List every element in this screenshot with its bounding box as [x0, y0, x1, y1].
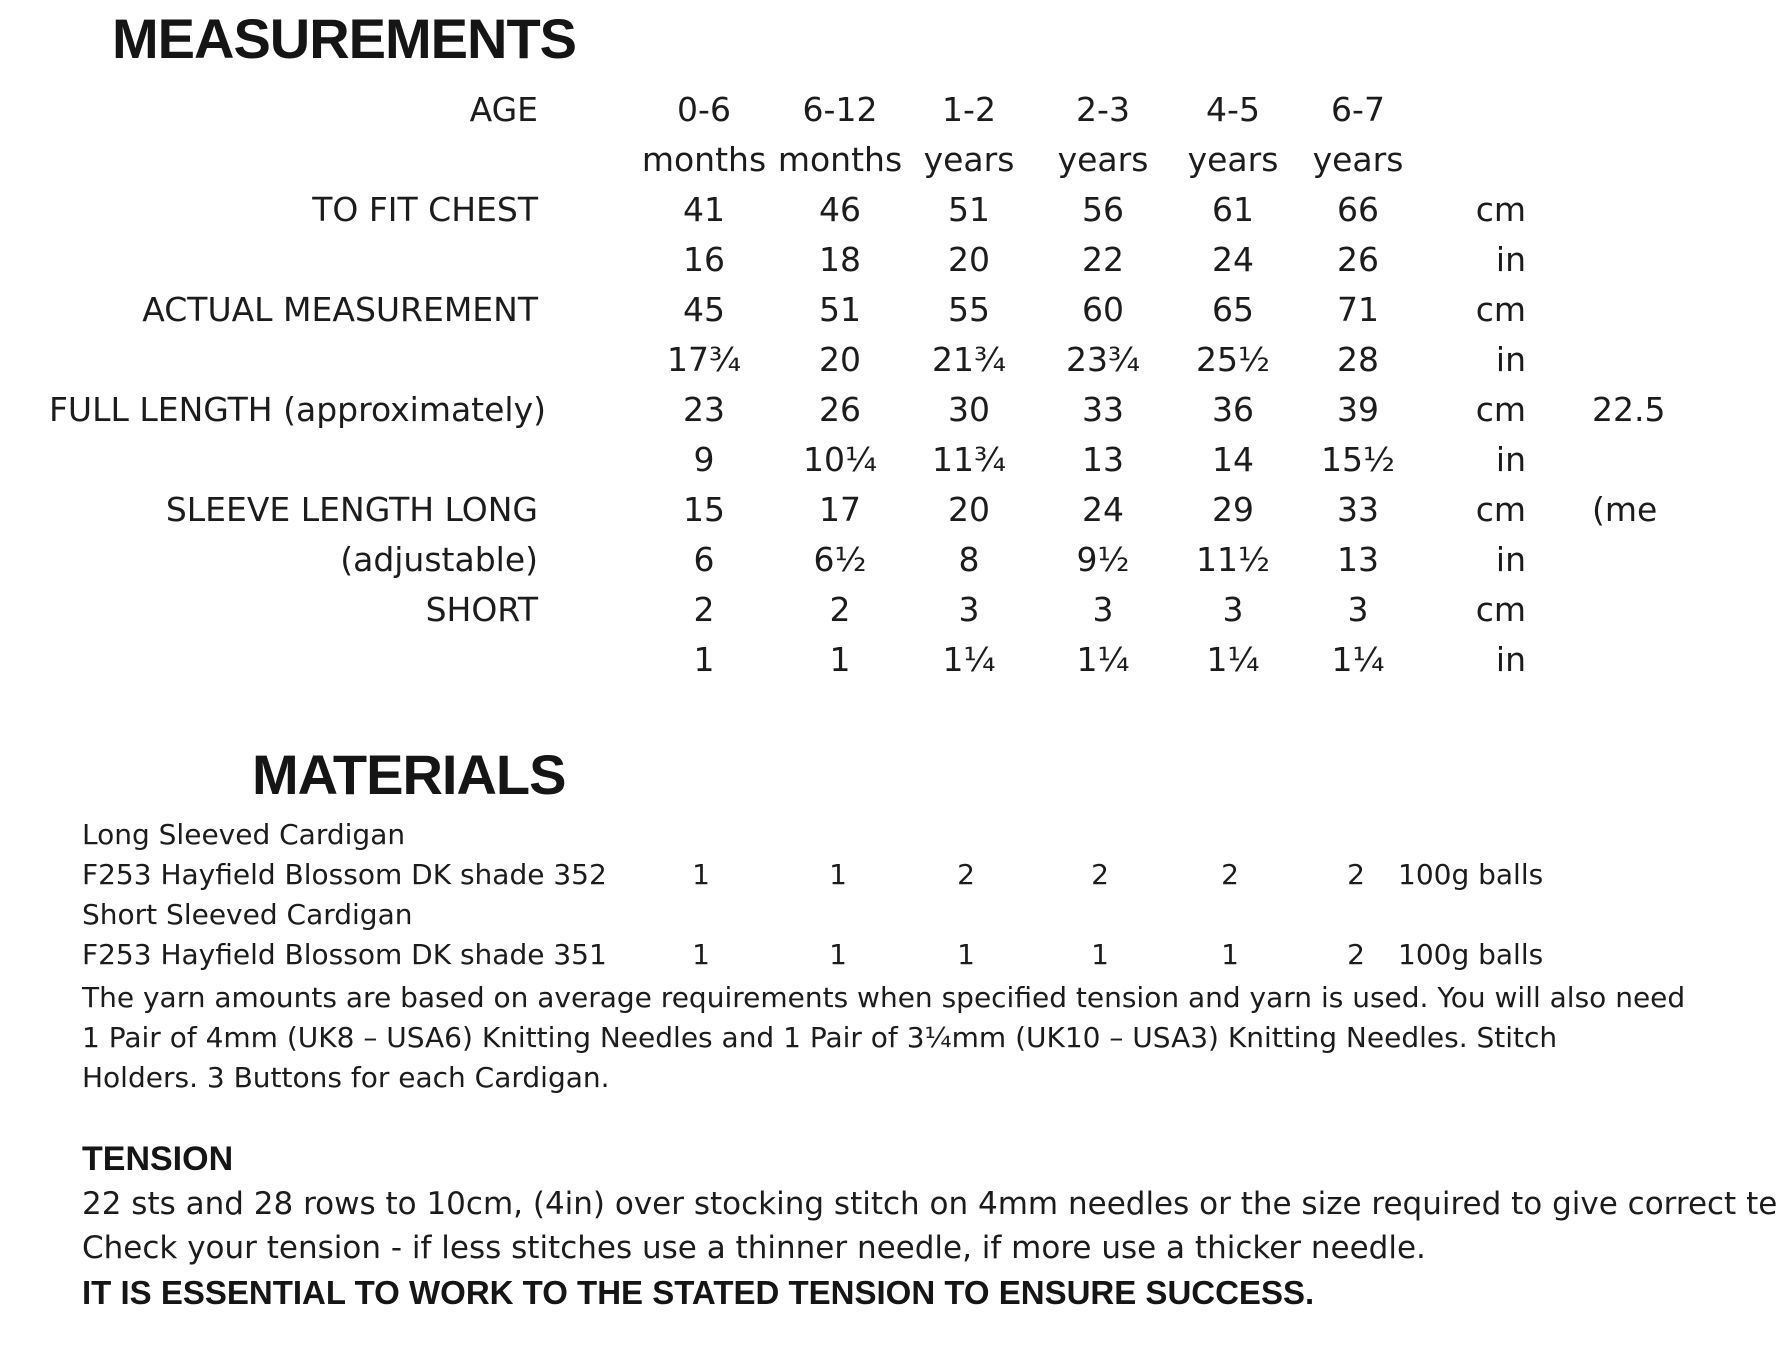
cell: 1	[829, 938, 847, 971]
age-unit: months	[777, 140, 903, 179]
cell: 25½	[1196, 340, 1270, 379]
cell: 41	[683, 190, 725, 229]
cell: 3	[1347, 590, 1369, 629]
cell: 1¼	[1206, 640, 1260, 679]
unit: in	[1495, 640, 1526, 679]
cell: 2	[829, 590, 851, 629]
cell: 22	[1082, 240, 1124, 279]
cut-off-text: (me	[1592, 490, 1658, 529]
cell: 13	[1337, 540, 1379, 579]
cell: 9½	[1076, 540, 1130, 579]
long-cardigan-label: Long Sleeved Cardigan	[82, 818, 406, 851]
age-unit: years	[1187, 140, 1279, 179]
cell: 26	[1337, 240, 1379, 279]
row-label: TO FIT CHEST	[312, 190, 538, 229]
unit: in	[1495, 240, 1526, 279]
cell: 30	[948, 390, 990, 429]
row-label: ACTUAL MEASUREMENT	[142, 290, 538, 329]
tension-line: Check your tension - if less stitches use a thinner needle, if more use a thicker needle.	[82, 1230, 1426, 1266]
cell: 2	[957, 858, 975, 891]
cell: 23¾	[1066, 340, 1140, 379]
short-cardigan-label: Short Sleeved Cardigan	[82, 898, 413, 931]
cell: 23	[683, 390, 725, 429]
cell: 15½	[1321, 440, 1395, 479]
cell: 13	[1082, 440, 1124, 479]
cell: 55	[948, 290, 990, 329]
cell: 16	[683, 240, 725, 279]
row-label: (adjustable)	[340, 540, 538, 579]
cell: 1¼	[1076, 640, 1130, 679]
age-range: 2-3	[1076, 90, 1130, 129]
age-unit: years	[923, 140, 1015, 179]
cell: 1	[829, 640, 851, 679]
measure-row	[0, 240, 1641, 288]
row-label: SHORT	[425, 590, 538, 629]
cell: 2	[693, 590, 715, 629]
age-unit: years	[1057, 140, 1149, 179]
cell: 3	[1222, 590, 1244, 629]
cell: 28	[1337, 340, 1379, 379]
unit: in	[1495, 440, 1526, 479]
cell: 11½	[1196, 540, 1270, 579]
cell: 56	[1082, 190, 1124, 229]
cell: 1¼	[942, 640, 996, 679]
unit: cm	[1475, 290, 1526, 329]
cell: 9	[693, 440, 715, 479]
materials-row	[0, 938, 1641, 978]
age-unit: months	[641, 140, 767, 179]
cell: 3	[1092, 590, 1114, 629]
age-label: AGE	[469, 90, 538, 129]
measure-row	[0, 590, 1641, 638]
materials-note: The yarn amounts are based on average requirements when specified tension and yarn is used. You will also need	[82, 981, 1686, 1014]
cut-off-text: 22.5	[1592, 390, 1666, 429]
tension-line: 22 sts and 28 rows to 10cm, (4in) over stocking stitch on 4mm needles or the size required to give correct te	[82, 1186, 1777, 1222]
materials-note: 1 Pair of 4mm (UK8 – USA6) Knitting Needles and 1 Pair of 3¼mm (UK10 – USA3) Knitting Needles. Stitch	[82, 1021, 1558, 1054]
cell: 66	[1337, 190, 1379, 229]
tension-heading: TENSION	[82, 1140, 234, 1178]
measure-row	[0, 640, 1641, 688]
unit: cm	[1475, 590, 1526, 629]
row-label: SLEEVE LENGTH LONG	[165, 490, 538, 529]
cell: 20	[819, 340, 861, 379]
cell: 1¼	[1331, 640, 1385, 679]
cell: 18	[819, 240, 861, 279]
unit: 100g balls	[1398, 858, 1544, 891]
cell: 2	[1091, 858, 1109, 891]
cell: 29	[1212, 490, 1254, 529]
measure-row	[0, 390, 1666, 438]
age-range: 0-6	[677, 90, 731, 129]
cell: 1	[692, 858, 710, 891]
cell: 20	[948, 490, 990, 529]
measurements-heading: MEASUREMENTS	[112, 7, 577, 70]
tension-warning: IT IS ESSENTIAL TO WORK TO THE STATED TENSION TO ENSURE SUCCESS.	[82, 1274, 1315, 1311]
cell: 3	[958, 590, 980, 629]
cell: 33	[1337, 490, 1379, 529]
cell: 1	[1221, 938, 1239, 971]
age-range: 4-5	[1206, 90, 1260, 129]
cell: 2	[1221, 858, 1239, 891]
cell: 24	[1082, 490, 1124, 529]
cell: 51	[948, 190, 990, 229]
yarn-name: F253 Hayfield Blossom DK shade 351	[82, 938, 607, 971]
measure-row	[0, 340, 1641, 388]
row-label: FULL LENGTH (approximately)	[48, 390, 546, 429]
cell: 11¾	[932, 440, 1006, 479]
cell: 10¼	[803, 440, 877, 479]
cell: 1	[1091, 938, 1109, 971]
cell: 36	[1212, 390, 1254, 429]
cell: 1	[693, 640, 715, 679]
cell: 6	[693, 540, 715, 579]
cell: 45	[683, 290, 725, 329]
cell: 8	[958, 540, 980, 579]
unit: 100g balls	[1398, 938, 1544, 971]
cell: 15	[683, 490, 725, 529]
cell: 65	[1212, 290, 1254, 329]
cell: 1	[829, 858, 847, 891]
cell: 14	[1212, 440, 1254, 479]
cell: 71	[1337, 290, 1379, 329]
yarn-name: F253 Hayfield Blossom DK shade 352	[82, 858, 607, 891]
age-unit: years	[1312, 140, 1404, 179]
cell: 61	[1212, 190, 1254, 229]
cell: 51	[819, 290, 861, 329]
materials-row	[0, 898, 1641, 938]
unit: cm	[1475, 390, 1526, 429]
cell: 46	[819, 190, 861, 229]
unit: in	[1495, 540, 1526, 579]
cell: 21¾	[932, 340, 1006, 379]
measure-row	[0, 440, 1641, 488]
measure-row	[0, 490, 1658, 538]
cell: 39	[1337, 390, 1379, 429]
age-range: 1-2	[942, 90, 996, 129]
cell: 33	[1082, 390, 1124, 429]
materials-heading: MATERIALS	[252, 743, 566, 806]
cell: 1	[692, 938, 710, 971]
cell: 26	[819, 390, 861, 429]
cell: 60	[1082, 290, 1124, 329]
age-unit-row	[0, 140, 1641, 188]
cell: 2	[1347, 858, 1365, 891]
cell: 24	[1212, 240, 1254, 279]
unit: cm	[1475, 190, 1526, 229]
materials-note: Holders. 3 Buttons for each Cardigan.	[82, 1061, 610, 1094]
materials-row	[0, 858, 1641, 898]
measure-row	[0, 190, 1641, 238]
unit: cm	[1475, 490, 1526, 529]
cell: 17	[819, 490, 861, 529]
measure-row	[0, 290, 1641, 338]
cell: 6½	[813, 540, 867, 579]
cell: 20	[948, 240, 990, 279]
age-range: 6-12	[802, 90, 878, 129]
cell: 2	[1347, 938, 1365, 971]
cell: 1	[957, 938, 975, 971]
materials-row	[0, 818, 1641, 858]
age-row	[0, 90, 1641, 138]
unit: in	[1495, 340, 1526, 379]
age-range: 6-7	[1331, 90, 1385, 129]
cell: 17¾	[667, 340, 741, 379]
measure-row	[0, 540, 1641, 588]
